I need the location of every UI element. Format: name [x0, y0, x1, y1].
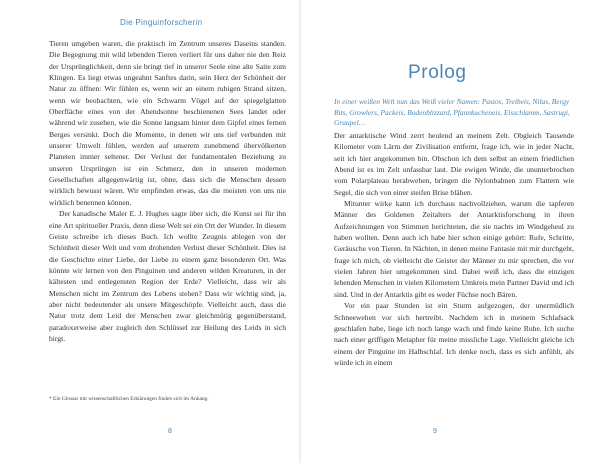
right-paragraph-1: Der antarktische Wind zerrt heulend an meinem Zelt. Obgleich Tausende Kilometer vom Lärm der Zivilisation entfernt, frage ich, wie in jeder Nacht, seit ich hier angekommen bin. Obschon ich dem selbst an einem friedlichen Abend ist es im Zelt unfassbar laut. Die ewigen Winde, die ununterbrochen vom Polarplateau herabwehen, bringen die Nylonbahnen zum Flattern wie Segel, die sich von einer steifen Brise blähen. [334, 131, 574, 197]
right-paragraph-2: Mitunter wirke kann ich durchaus nachvollziehen, warum die tapferen Männer des Goldenen Zeitalters der Antarktisforschung in ihren Aufzeichnungen von Stimmen berichteten, die sie nachts im Windgeheul zu haben wollten. Denn auch ich habe hier schon einige gehört: Rufe, Schritte, Geräusche von Tieren. In Nächten, in denen meine Fantasie mit mir durchgeht, frage ich mich, ob vielleicht die Geister der Männer zu mir sprechen, die vor vielen Jahren hier umgekommen sind. Dabei weiß ich, dass die einzigen lebenden Menschen in vielen Kilometern Umkreis mein Partner David und ich sind. Und in der Antarktis gibt es weder Füchse noch Bären. [334, 199, 574, 299]
epigraph: In einer weißen Welt nun das Weiß vieler Namen: Pastos, Treibeis, Nilas, Bergy Bits, Growlers, Packeis, Bodenblizzard, Pfannkucheneis, Eisschlamm, Sastrugi, Graupel… [334, 97, 570, 128]
page-number-right: 9 [433, 428, 437, 435]
chapter-title: Prolog [408, 62, 467, 83]
right-body-text [334, 130, 574, 368]
left-paragraph-2: Der kanadische Maler E. J. Hughes sagte über sich, die Kunst sei für ihn eine Art spiritueller Praxis, denn diese Welt sei ein Ort der Wunder. In diesem Geiste schreibe ich dieses Buch. Ich wollte Zeugnis ablegen von der Schönheit dieser Welt und vom drohenden Verlust dieser Schönheit. Dies ist die Geschichte einer Liebe, der Liebe zu einem ganz besonderen Ort. Was könnte wir lernen von den Pinguinen und anderen wilden Kreaturen, in der kältesten und entlegensten Region der Erde? Vielleicht, dass wir als Menschen nicht im Zentrum des Lebens stehen? Dass wir wichtig sind, ja, aber nicht bedeutender als unsere Mitgeschöpfe. Vielleicht auch, dass die Natur trotz dem Leid der Menschen zwar gleichmütig gegenüberstand, paradoxerweise aber zugleich den Schlüssel zur Heilung des Leids in sich birgt. [49, 209, 286, 343]
running-head: Die Pinguinforscherin [120, 18, 203, 27]
left-body-text [49, 38, 286, 344]
right-page [301, 0, 600, 463]
page-number-left: 8 [168, 428, 172, 435]
left-page [0, 0, 299, 463]
footnote: * Ein Glossar mit wissenschaftlichen Erklärungen finden sich im Anhang. [49, 396, 209, 402]
right-paragraph-3: Vor ein paar Stunden ist ein Sturm aufgezogen, der unermüdlich Schneewehen vor sich hertreibt. Nachdem ich in meinem Schlafsack geschlafen habe, liege ich noch lange wach und finde keine Ruhe. Ich suche nach einer griffigen Metapher für meine missliche Lage. Vielleicht gleiche ich einem der Pinguine im Halbschlaf. Ich denke noch, dass es sich anfühlt, als würde ich in einem [334, 301, 574, 367]
left-paragraph-1: Tieren umgeben waren, die praktisch im Zentrum unseres Daseins standen. Die Begegnung mit wild lebenden Tieren verliert für uns daher nie den Reiz der Ursprünglichkeit, denn sie bringt tief in unserer Seele eine alte Saite zum Klingen. Es liegt etwas ungeahnt Sanftes darin, sein Herz der Schönheit der Natur zu öffnen: Wir fühlen es, wenn wir an einem ruhigen Strand sitzen, wenn wir beobachten, wie ein Schwarm Vögel auf der spiegelglatten Oberfläche eines von der Abendsonne beschienenen Sees landet oder während wir zusehen, wie die Sonne langsam hinter dem Gipfel eines fernen Berges versinkt. Doch die Momente, in denen wir uns tief verbunden mit unserer Umwelt fühlen, werden auf unserem zunehmend übervölkerten Planeten immer seltener. Der Verlust der fundamentalen Beziehung zu unseren Ursprüngen ist ein Schmerz, den in unseren modernen Gesellschaften allgegenwärtig ist, ohne, dass sich die Menschen dessen wirklich bewusst wären. Wir empfinden etwas, das die meisten von uns nie wirklich benennen können. [49, 39, 286, 207]
